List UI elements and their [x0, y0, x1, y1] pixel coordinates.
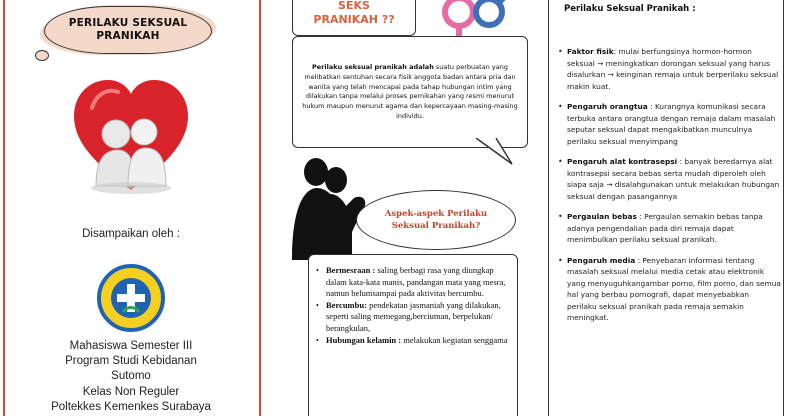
presenter-line: Poltekkes Kemenkes Surabaya	[51, 400, 211, 413]
list-item	[315, 335, 509, 347]
presenter-line: Mahasiswa Semester III	[69, 340, 193, 352]
right-panel	[531, 0, 791, 416]
speech-tail-icon	[474, 138, 514, 166]
factor-term: Faktor fisik	[567, 47, 614, 56]
factor-term: Pengaruh media	[567, 255, 636, 265]
aspek-term: Bermesraan :	[326, 265, 376, 275]
pranikah-line: PRANIKAH ??	[313, 13, 395, 26]
presenter-line: Kelas Non Reguler	[82, 385, 180, 398]
factor-desc: : Penyebaran informasi tentang masalah seksual melalui media cetak atau elektronik yang menyuguhkangambar porno, film porno, dan semua hal yang berbau pornografi, dapat menyebabkan perilaku seksual pranikah pada remaja semakin meningkat.	[567, 255, 781, 322]
list-item	[315, 265, 509, 300]
factor-desc: : Kurangnya komunikasi secara terbuka antara orangtua dengan remaja dalam masalah seputar seksual dapat mengakibatkan munculnya perilaku seksual menyimpang	[567, 102, 776, 146]
aspek-list-box	[308, 254, 518, 416]
aspek-term: Bercumbu:	[326, 299, 367, 310]
list-item	[315, 300, 509, 335]
factor-desc: : Pergaulan semakin bebas tanpa adanya pengendalian pada diri remaja dapat menimbulkan perilaku seksual pranikah.	[567, 212, 763, 244]
couple-silhouette-icon	[282, 154, 368, 260]
definition-rest: suatu perbuatan yang melibatkan sentuhan secara fisik anggota badan antara pria dan wanita yang telah mencapai pada tahap hubungan intim yang dilakukan tanpa melalui proses pernikahan yang resmi menurut hukum maupun menurut agama dan kepercayaan masing-masing individu.	[302, 63, 518, 120]
list-item	[553, 255, 781, 324]
left-panel	[0, 0, 267, 416]
list-item	[553, 46, 781, 92]
middle-panel	[268, 0, 530, 416]
aspek-term: Hubungan kelamin :	[326, 334, 402, 345]
factors-list	[553, 46, 781, 333]
factor-desc: : banyak beredarnya alat kontrasepsi secara bebas serta mudah diperoleh oleh siapa saja → disalahgunakan untuk melakukan hubungan seksual dengan pasangannya	[567, 157, 780, 201]
presenter-line: Program Studi Kebidanan	[65, 355, 197, 368]
kemenkes-logo-icon	[89, 262, 173, 334]
definition-text	[301, 63, 519, 122]
factors-title: Perilaku Seksual Pranikah :	[564, 4, 696, 14]
aspek-list	[315, 265, 509, 346]
heart-couple-icon	[72, 78, 190, 198]
aspek-desc: melakukan kegiatan senggama	[401, 334, 508, 345]
aspek-desc: saling berbagi rasa yang diungkap dalam kata-kata manis, pandangan mata yang mesra, namun belumsampai pada aktivitas bercumbu.	[326, 265, 506, 299]
definition-box	[292, 36, 528, 148]
list-item	[553, 211, 781, 246]
definition-bold: Perilaku seksual pranikah adalah	[312, 63, 434, 71]
presenter-info	[0, 339, 262, 415]
seks-line: SEKS	[338, 0, 370, 12]
factor-term: Pengaruh alat kontrasepsi	[567, 157, 678, 166]
title-cloud	[44, 6, 212, 54]
aspek-desc: pendekatan jasmaniah yang dilakukan, seperti saling memegang,berciuman, berpelukan/ berangkulan,	[326, 299, 501, 333]
presenter-line: Sutomo	[111, 370, 151, 383]
factor-term: Pergaulan bebas	[567, 212, 637, 221]
factor-term: Pengaruh orangtua	[567, 102, 648, 111]
list-item	[553, 156, 781, 202]
seks-pranikah-box	[292, 0, 416, 36]
factor-desc: : mulai berfungsinya hormon-hormon seksual → meningkatkan dorongan seksual yang harus disalurkan → keinginan remaja untuk berperilaku seksual makin kuat.	[567, 47, 779, 91]
aspek-title-oval	[356, 190, 516, 250]
aspek-title: Aspek-aspek Perilaku Seksual Pranikah?	[384, 209, 488, 231]
list-item	[553, 101, 781, 147]
page-title: PERILAKU SEKSUAL PRANIKAH	[68, 17, 188, 42]
presented-by-label: Disampaikan oleh :	[82, 228, 180, 240]
